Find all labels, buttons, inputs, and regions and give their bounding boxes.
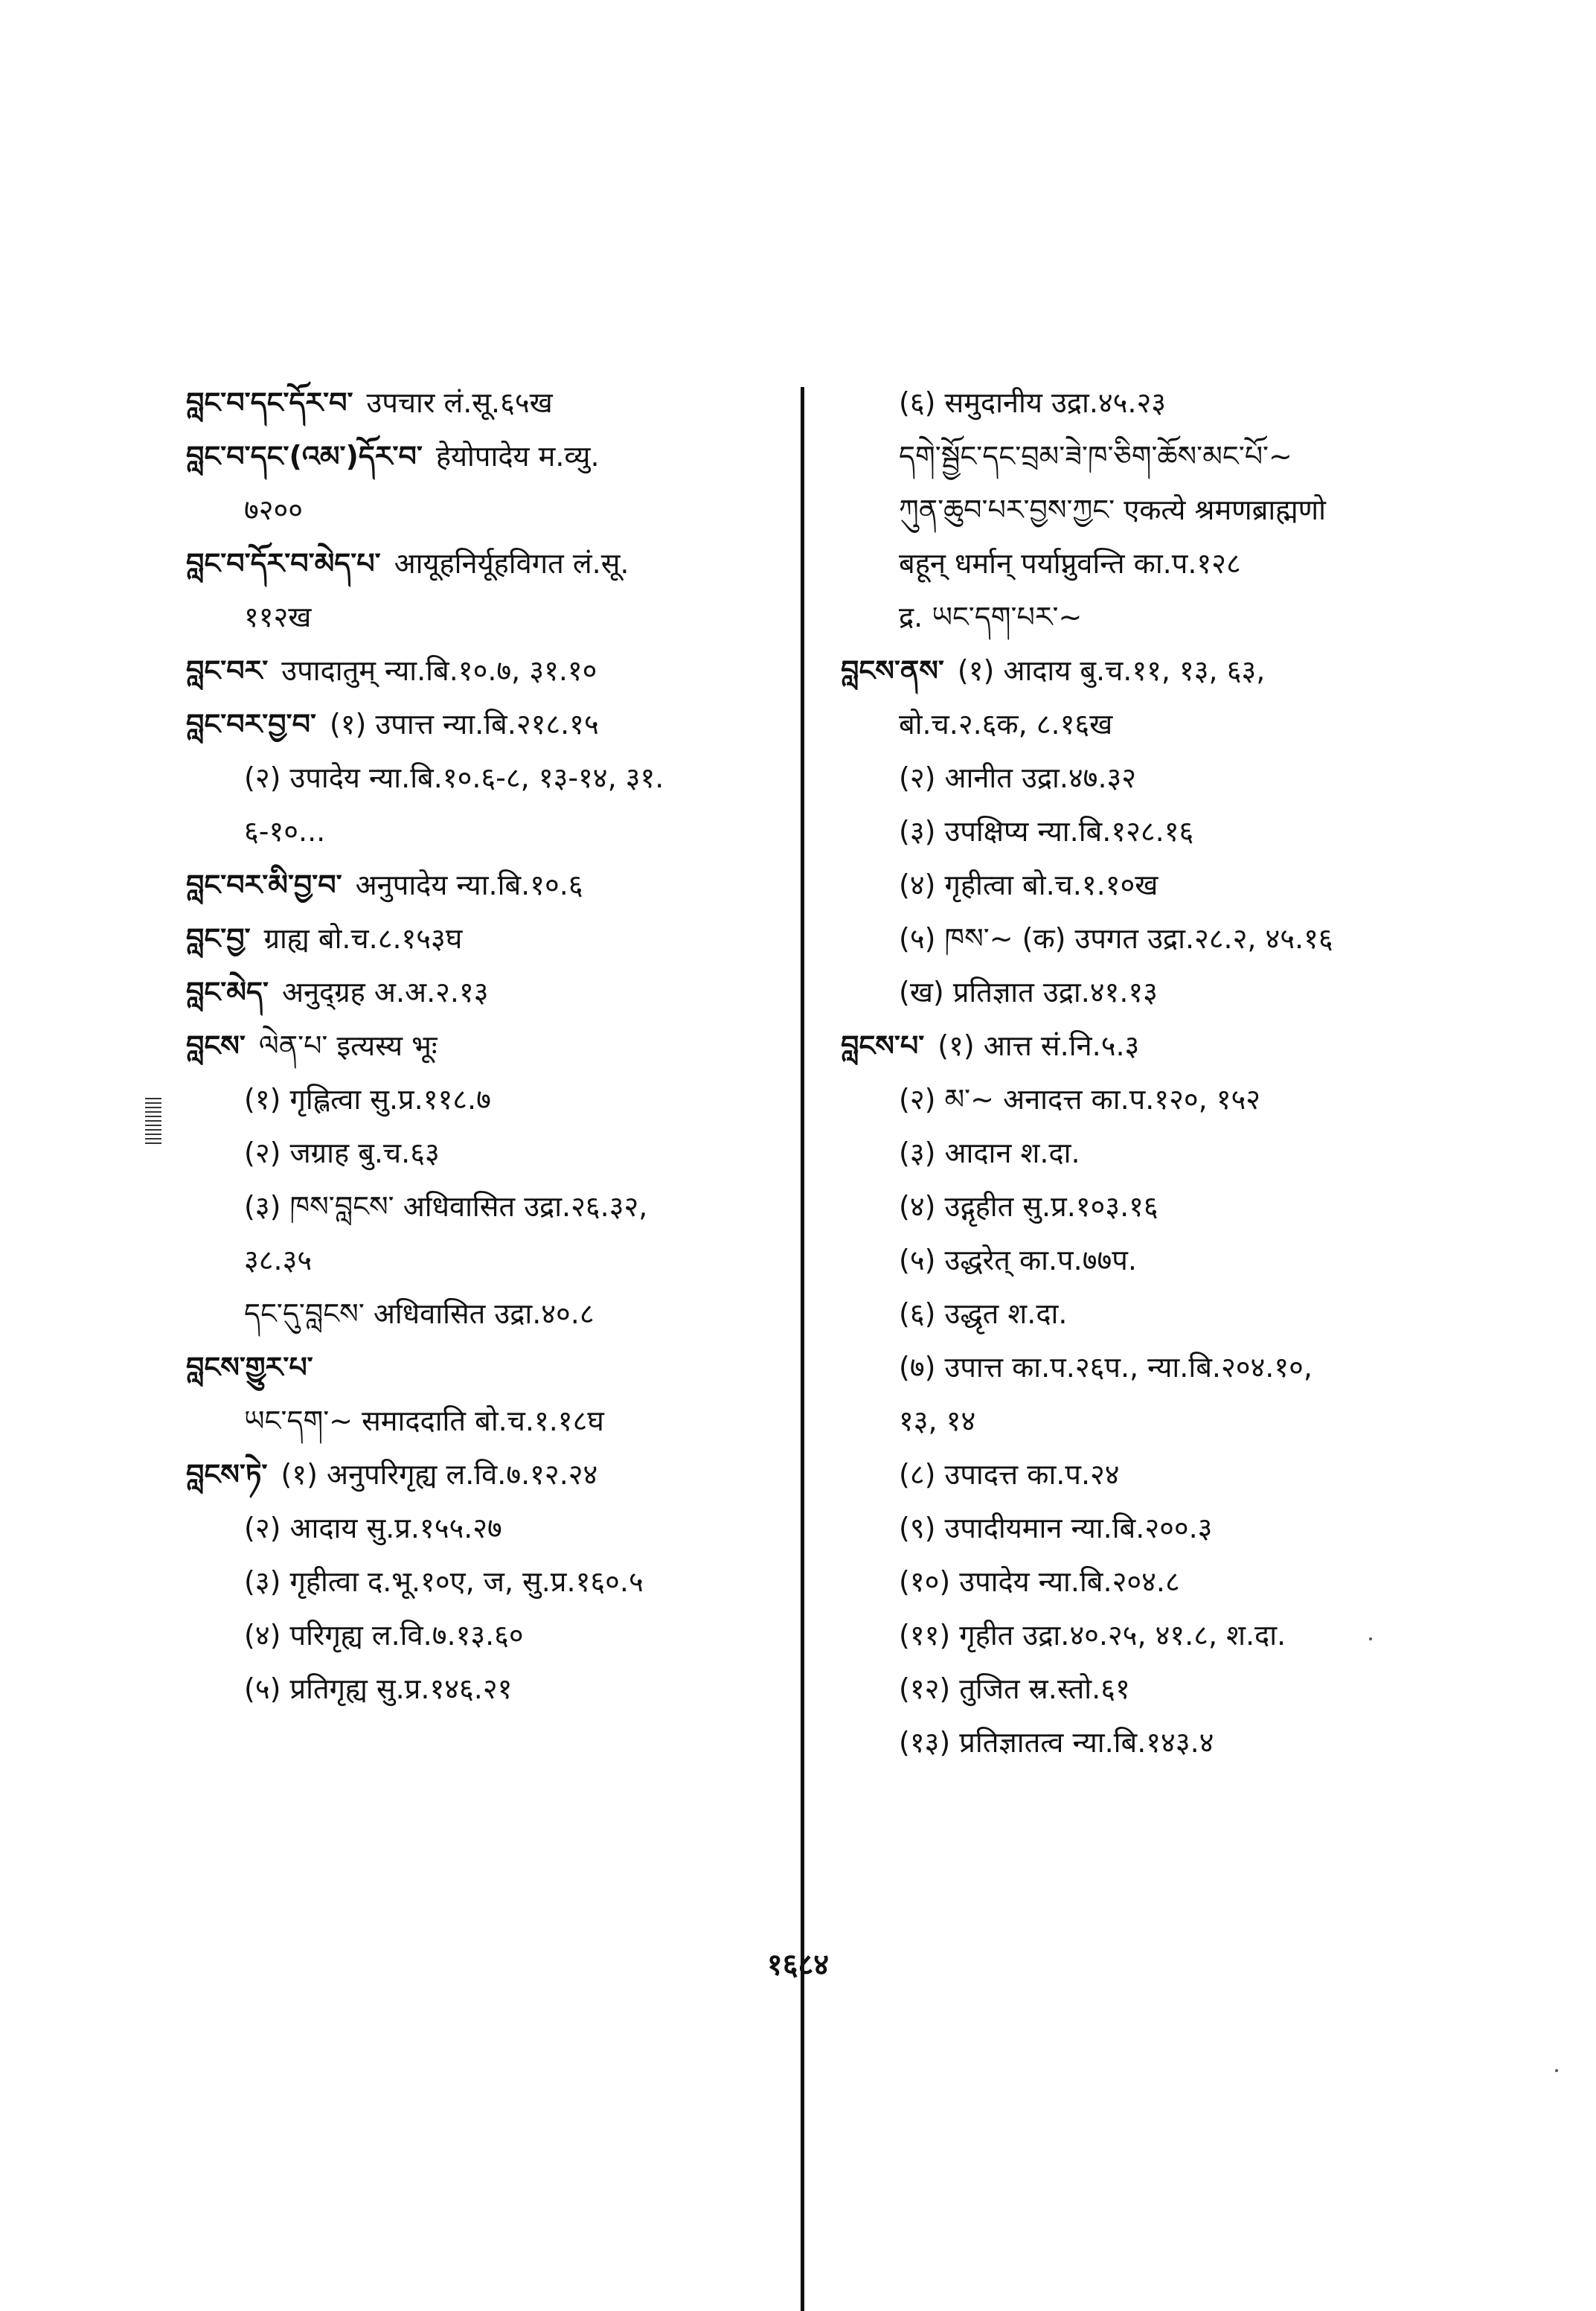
entry-example (841, 483, 1458, 537)
entry-gloss: उपादातुम् न्या.बि.१०.७, ३१.१० (281, 654, 597, 687)
entry-gloss: (१) गृह्लित्वा सु.प्र.११८.७ (244, 1083, 491, 1116)
entry-gloss: ཡང་དག་~ समाददाति बो.च.१.१८घ (244, 1404, 604, 1437)
entry-sense (841, 805, 1458, 858)
scan-speck (1369, 1637, 1372, 1640)
entry-gloss: (३) आदान श.दा. (899, 1137, 1080, 1169)
scan-speck (1555, 2069, 1558, 2072)
entry-headword: བླངས་ (186, 1029, 246, 1062)
entry-sense (841, 1126, 1458, 1180)
entry-sense (186, 1073, 796, 1126)
entry-gloss: ३८.३५ (244, 1244, 313, 1276)
entry-sense (841, 912, 1458, 965)
entry-sense (841, 376, 1458, 429)
entry-headword: བླང་མེད་ (186, 976, 269, 1009)
entry-continuation (841, 697, 1458, 751)
entry-gloss: (३) ཁས་བླངས་ अधिवासित उद्रा.२६.३२, (244, 1190, 648, 1223)
entry-continuation (186, 483, 796, 537)
entry-gloss: (३) गृहीत्वा द.भू.१०ए, ज, सु.प्र.१६०.५ (244, 1565, 644, 1598)
entry-gloss: (४) उद्गृहीत सु.प्र.१०३.१६ (899, 1190, 1158, 1223)
entry-example (841, 537, 1458, 590)
entry-headword: བླངས་གྱུར་པ་ (186, 1351, 313, 1384)
entry-sense (841, 1555, 1458, 1608)
entry-example (841, 429, 1458, 483)
entry-continuation (186, 590, 796, 644)
right-column (841, 376, 1458, 1769)
entry-gloss: १३, १४ (899, 1404, 976, 1437)
entry-headword: བླངས་ཏེ་ (186, 1458, 268, 1491)
column-divider (801, 387, 804, 2311)
entry-gloss: (५) उद्धरेत् का.प.७७प. (899, 1244, 1137, 1276)
entry-sense (841, 1662, 1458, 1716)
entry-headword: བླང་བར་བྱ་བ་ (186, 708, 316, 741)
entry-gloss: बो.च.२.६क, ८.१६ख (899, 708, 1113, 741)
entry-gloss: (२) आदाय सु.प्र.१५५.२७ (244, 1512, 502, 1544)
entry-line (186, 858, 796, 912)
entry-gloss: अनुद्ग्रह अ.अ.२.१३ (281, 976, 489, 1009)
entry-gloss: (२) आनीत उद्रा.४७.३२ (899, 761, 1137, 794)
entry-headword: བླང་བྱ་ (186, 922, 251, 955)
entry-sense (841, 1233, 1458, 1287)
entry-gloss: (६) समुदानीय उद्रा.४५.२३ (899, 386, 1167, 419)
entry-gloss: (५) प्रतिगृह्य सु.प्र.१४६.२१ (244, 1672, 513, 1705)
entry-gloss: དང་དུ་བླངས་ अधिवासित उद्रा.४०.८ (244, 1297, 595, 1330)
entry-gloss: (१२) तुजित स्र.स्तो.६१ (899, 1672, 1130, 1705)
entry-gloss: बहून् धर्मान् पर्याप्नुवन्ति का.प.१२८ (899, 547, 1241, 580)
margin-tick-marks (145, 1098, 161, 1144)
entry-subentry (186, 1394, 796, 1448)
entry-sense (841, 1608, 1458, 1662)
entry-gloss: ལེན་པ་ इत्यस्य भूः (258, 1029, 438, 1062)
entry-continuation (186, 1233, 796, 1287)
entry-gloss: अनुपादेय न्या.बि.१०.६ (355, 869, 583, 901)
entry-gloss: (१३) प्रतिज्ञातत्व न्या.बि.१४३.४ (899, 1726, 1214, 1759)
entry-headword: བླང་བ་དང་དོར་བ་ (186, 386, 353, 419)
entry-gloss: ཀུན་ཆུབ་པར་བྱས་ཀྱང་ एकत्ये श्रमणब्राह्मणो (899, 493, 1326, 526)
entry-sense (186, 1126, 796, 1180)
entry-line (841, 644, 1458, 697)
entry-subsense (841, 965, 1458, 1019)
entry-headword: བླངས་ནས་ (841, 654, 944, 687)
entry-gloss: (२) མ་~ अनादत्त का.प.१२०, १५२ (899, 1083, 1261, 1116)
entry-sense (841, 1716, 1458, 1769)
entry-gloss: हेयोपादेय म.व्यु. (435, 440, 600, 473)
entry-gloss: (ख) प्रतिज्ञात उद्रा.४१.१३ (899, 976, 1158, 1009)
entry-gloss: (१) अनुपरिगृह्य ल.वि.७.१२.२४ (281, 1458, 598, 1491)
entry-gloss: (१) उपात्त न्या.बि.२१८.१५ (329, 708, 599, 741)
entry-line (186, 965, 796, 1019)
entry-gloss: (३) उपक्षिप्य न्या.बि.१२८.१६ (899, 815, 1194, 848)
entry-gloss: ७२०० (244, 493, 304, 526)
entry-gloss: (११) गृहीत उद्रा.४०.२५, ४१.८, श.दा. (899, 1619, 1286, 1652)
entry-headword: བླང་བ་དོར་བ་མེད་པ་ (186, 547, 381, 580)
entry-sense (841, 1340, 1458, 1394)
entry-gloss: (४) गृहीत्वा बो.च.१.१०ख (899, 869, 1158, 901)
entry-sense (841, 1073, 1458, 1126)
entry-gloss: ग्राह्य बो.च.८.१५३घ (263, 922, 463, 955)
entry-line (186, 644, 796, 697)
entry-line (841, 1019, 1458, 1073)
entry-headword: བླངས་པ་ (841, 1029, 925, 1062)
entry-headword: བླང་བར་ (186, 654, 269, 687)
entry-line (186, 912, 796, 965)
entry-gloss: आयूहनिर्यूहविगत लं.सू. (394, 547, 629, 580)
left-column (186, 376, 796, 1716)
entry-gloss: ११२ख (244, 601, 312, 633)
entry-gloss: (६) उद्धृत श.दा. (899, 1297, 1068, 1330)
entry-sense (186, 1555, 796, 1608)
entry-gloss: (५) ཁས་~ (क) उपगत उद्रा.२८.२, ४५.१६ (899, 922, 1333, 955)
entry-gloss: (१०) उपादेय न्या.बि.२०४.८ (899, 1565, 1180, 1598)
entry-line (186, 1340, 796, 1394)
entry-gloss: द्र. ཡང་དག་པར་~ (899, 601, 1083, 633)
entry-sense (841, 858, 1458, 912)
entry-line (186, 376, 796, 429)
entry-line (186, 429, 796, 483)
entry-gloss: (९) उपादीयमान न्या.बि.२००.३ (899, 1512, 1213, 1544)
entry-gloss: (८) उपादत्त का.प.२४ (899, 1458, 1120, 1491)
entry-sense (186, 1662, 796, 1716)
entry-continuation (186, 805, 796, 858)
entry-headword: བླང་བ་དང་(འམ་)དོར་བ་ (186, 440, 423, 473)
entry-sense (186, 751, 796, 805)
entry-gloss: (१) आदाय बु.च.११, १३, ६३, (957, 654, 1266, 687)
entry-line (186, 537, 796, 590)
entry-gloss: (२) जग्राह बु.च.६३ (244, 1137, 440, 1169)
entry-gloss: (१) आत्त सं.नि.५.३ (938, 1029, 1140, 1062)
entry-gloss: དགེ་སྦྱོང་དང་བྲམ་ཟེ་ཁ་ཅིག་ཆོས་མང་པོ་~ (899, 440, 1292, 473)
page-number: १६८४ (766, 1948, 830, 1982)
entry-sense (841, 1448, 1458, 1501)
entry-line (186, 1448, 796, 1501)
entry-gloss: (२) उपादेय न्या.बि.१०.६-८, १३-१४, ३१. (244, 761, 664, 794)
entry-sense (841, 1287, 1458, 1340)
entry-sense (841, 1501, 1458, 1555)
entry-gloss: उपचार लं.सू.६५ख (366, 386, 553, 419)
entry-sense (186, 1180, 796, 1233)
entry-continuation (841, 1394, 1458, 1448)
entry-headword: བླང་བར་མི་བྱ་བ་ (186, 869, 342, 901)
entry-sense (841, 1180, 1458, 1233)
entry-gloss: (४) परिगृह्य ल.वि.७.१३.६० (244, 1619, 524, 1652)
entry-sense (186, 1501, 796, 1555)
entry-subentry (186, 1287, 796, 1340)
entry-gloss: ६-१०... (244, 815, 326, 848)
entry-line (186, 697, 796, 751)
entry-crossref (841, 590, 1458, 644)
entry-gloss: (७) उपात्त का.प.२६प., न्या.बि.२०४.१०, (899, 1351, 1313, 1384)
entry-sense (186, 1608, 796, 1662)
entry-sense (841, 751, 1458, 805)
entry-line (186, 1019, 796, 1073)
